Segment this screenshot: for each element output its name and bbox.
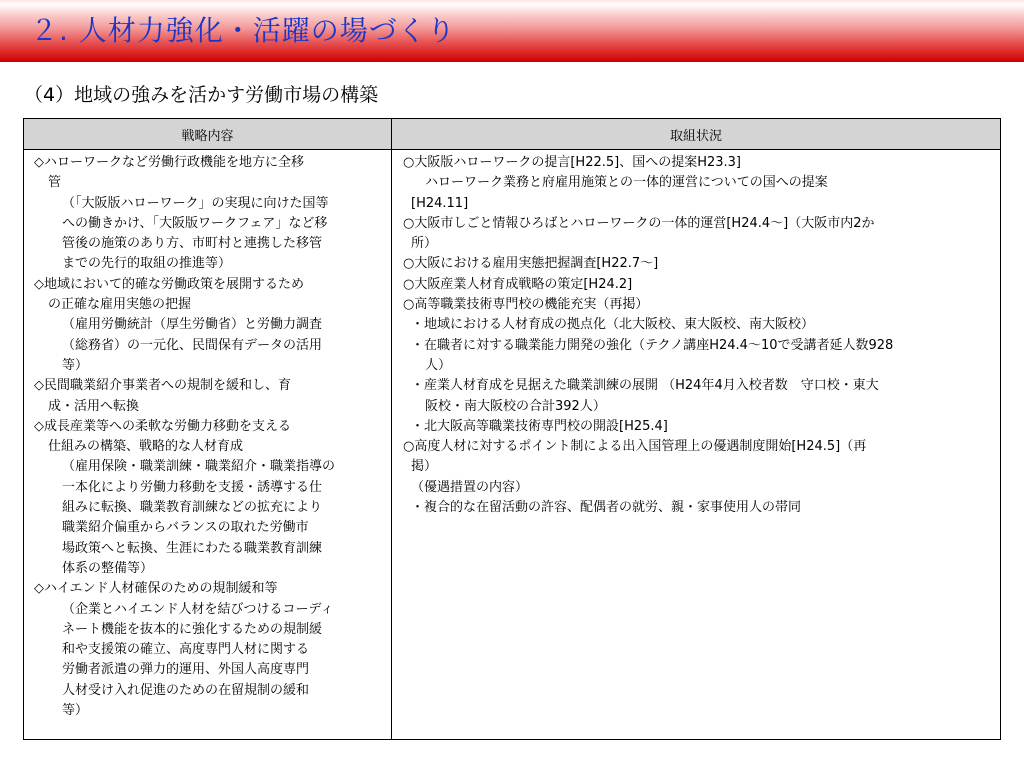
strategy-line: （「大阪版ハローワーク」の実現に向けた国等 xyxy=(62,195,329,211)
status-line: ・在職者に対する職業能力開発の強化（テクノ講座H24.4～10で受講者延人数928 xyxy=(411,337,894,353)
status-line: ○大阪産業人材育成戦略の策定[H24.2] xyxy=(403,276,633,292)
strategy-line: までの先行的取組の推進等） xyxy=(62,256,232,272)
status-line: 掲） xyxy=(411,459,438,475)
status-line: ・北大阪高等職業技術専門校の開設[H25.4] xyxy=(411,418,668,434)
strategy-line: （雇用保険・職業訓練・職業紹介・職業指導の xyxy=(62,459,336,475)
strategy-line: 人材受け入れ促進のための在留規制の緩和 xyxy=(62,682,310,698)
status-line: （優遇措置の内容） xyxy=(411,479,529,495)
strategy-line: 和や支援策の確立、高度専門人材に関する xyxy=(62,642,310,658)
strategy-line: 仕組みの構築、戦略的な人材育成 xyxy=(48,439,244,455)
status-line: ○高等職業技術専門校の機能充実（再掲） xyxy=(403,297,649,313)
strategy-line: （企業とハイエンド人材を結びつけるコーディ xyxy=(62,601,334,617)
strategy-line: 管後の施策のあり方、市町村と連携した移管 xyxy=(62,236,323,252)
strategy-line: 成・活用へ転換 xyxy=(48,398,140,414)
strategy-line: （雇用労働統計（厚生労働省）と労働力調査 xyxy=(62,317,323,333)
status-line: ○高度人材に対するポイント制による出入国管理上の優遇制度開始[H24.5]（再 xyxy=(403,439,867,455)
strategy-line: 職業紹介偏重からバランスの取れた労働市 xyxy=(62,520,309,536)
status-cell xyxy=(392,150,1001,740)
strategy-list xyxy=(24,153,391,721)
strategy-line: ◇ハローワークなど労働行政機能を地方に全移 xyxy=(34,155,304,170)
strategy-line: ◇民間職業紹介事業者への規制を緩和し、育 xyxy=(34,378,291,394)
status-line: 人） xyxy=(425,357,452,373)
strategy-line: 労働者派遣の弾力的運用、外国人高度専門 xyxy=(62,662,310,678)
header-status: 取組状況 xyxy=(392,119,1001,150)
header-strategy: 戦略内容 xyxy=(24,119,392,150)
status-line: ・複合的な在留活動の許容、配偶者の就労、親・家事使用人の帯同 xyxy=(411,500,802,516)
status-line: ・産業人材育成を見据えた職業訓練の展開 （H24年4月入校者数 守口校・東大 xyxy=(411,378,879,394)
strategy-line: 等） xyxy=(62,357,89,373)
strategy-line: 体系の整備等） xyxy=(62,560,154,576)
strategy-line: 場政策へと転換、生涯にわたる職業教育訓練 xyxy=(62,540,323,556)
status-line: ○大阪における雇用実態把握調査[H22.7～] xyxy=(403,256,659,272)
strategy-line: ◇地域において的確な労働政策を展開するため xyxy=(34,276,304,292)
strategy-table xyxy=(23,118,1001,740)
strategy-line: 組みに転換、職業教育訓練などの拡充により xyxy=(62,500,323,516)
strategy-line: ◇成長産業等への柔軟な労働力移動を支える xyxy=(34,418,291,434)
strategy-line: 管 xyxy=(48,175,62,191)
status-line: 阪校・南大阪校の合計392人） xyxy=(425,398,606,414)
strategy-line: ◇ハイエンド人材確保のための規制緩和等 xyxy=(34,581,278,597)
status-list xyxy=(392,153,1000,518)
status-line: [H24.11] xyxy=(411,195,469,211)
slide-title: ２. 人材力強化・活躍の場づくり xyxy=(30,14,456,47)
strategy-line: （総務省）の一元化、民間保有データの活用 xyxy=(62,337,323,353)
strategy-line: 等） xyxy=(62,703,89,719)
strategy-line: への働きかけ、「大阪版ワークフェア」など移 xyxy=(62,215,328,231)
strategy-line: 一本化により労働力移動を支援・誘導する仕 xyxy=(62,479,323,495)
strategy-cell xyxy=(24,150,392,740)
strategy-line: の正確な雇用実態の把握 xyxy=(48,297,192,313)
status-line: 所） xyxy=(411,236,438,252)
status-line: ○大阪版ハローワークの提言[H22.5]、国への提案H23.3] xyxy=(403,155,742,170)
strategy-line: ネート機能を抜本的に強化するための規制緩 xyxy=(62,621,323,637)
status-line: ○大阪市しごと情報ひろばとハローワークの一体的運営[H24.4～]（大阪市内2か xyxy=(403,215,875,231)
section-title: （4）地域の強みを活かす労働市場の構築 xyxy=(24,84,379,106)
status-line: ハローワーク業務と府雇用施策との一体的運営についての国への提案 xyxy=(425,175,828,191)
status-line: ・地域における人材育成の拠点化（北大阪校、東大阪校、南大阪校） xyxy=(411,317,815,333)
